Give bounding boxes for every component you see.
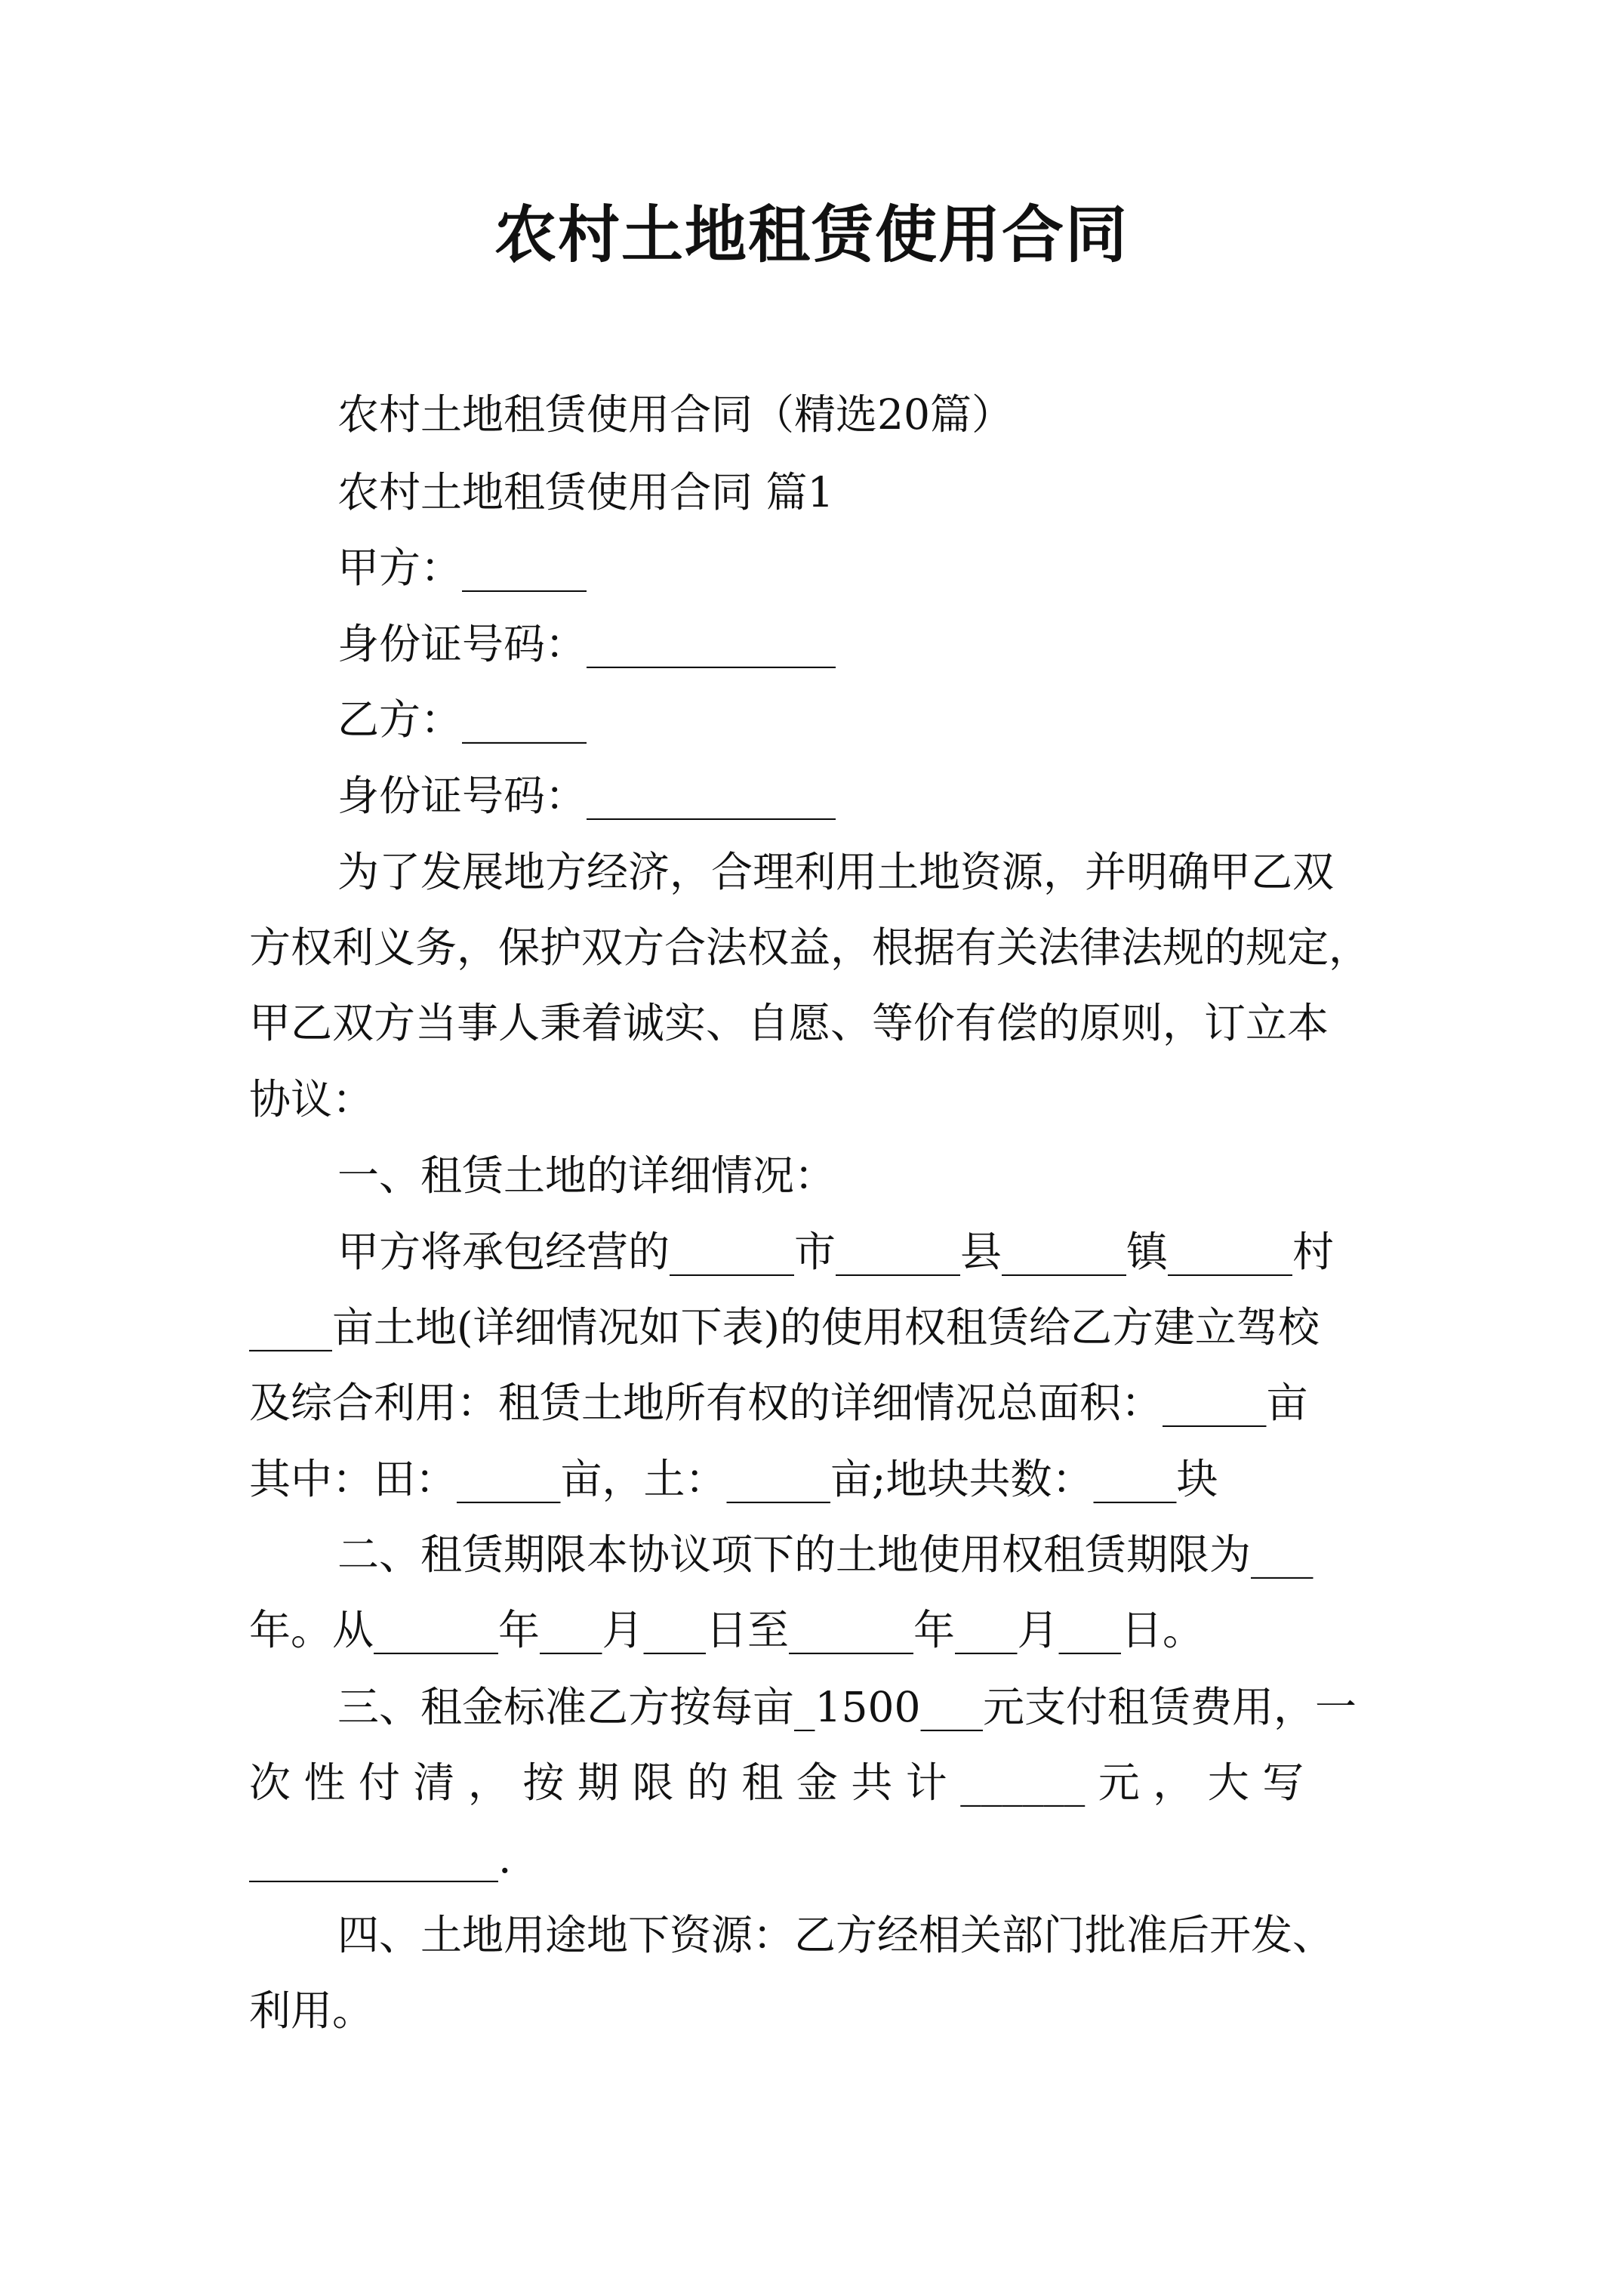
paragraph-line: 利用。 (249, 1986, 374, 2035)
subtitle-line: 农村土地租赁使用合同（精选20篇） (337, 390, 1013, 439)
party-b-id-field: 身份证号码：____________ (337, 772, 836, 820)
document-title: 农村土地租赁使用合同 (494, 199, 1129, 271)
party-a-field: 甲方：______ (337, 544, 587, 592)
party-a-id-field: 身份证号码：____________ (337, 620, 836, 668)
paragraph-line: 甲方将承包经营的______市______县______镇______村 (337, 1228, 1335, 1276)
paragraph-line: 甲乙双方当事人秉着诚实、自愿、等价有偿的原则，订立本 (249, 999, 1329, 1047)
section-heading: 农村土地租赁使用合同 篇1 (337, 468, 834, 516)
clause-heading: 三、租金标准乙方按每亩_1500___元支付租赁费用，一 (337, 1683, 1357, 1731)
paragraph-line: ____________. (249, 1834, 512, 1882)
paragraph-line: 次 性 付 清 ， 按 期 限 的 租 金 共 计 ______ 元 ， 大 写 (249, 1758, 1304, 1807)
paragraph-line: 其中：田：_____亩，土：_____亩;地块共数：____块 (249, 1455, 1218, 1503)
paragraph-line: 年。从______年___月___日至______年___月___日。 (249, 1606, 1205, 1654)
paragraph-line: 为了发展地方经济，合理利用土地资源，并明确甲乙双 (337, 848, 1335, 896)
clause-heading: 一、租赁土地的详细情况： (337, 1151, 836, 1200)
paragraph-line: 及综合利用：租赁土地所有权的详细情况总面积：_____亩 (249, 1379, 1308, 1427)
paragraph-line: ____亩土地(详细情况如下表)的使用权租赁给乙方建立驾校 (249, 1303, 1320, 1351)
paragraph-line: 协议： (249, 1075, 374, 1123)
clause-heading: 二、租赁期限本协议项下的土地使用权租赁期限为___ (337, 1530, 1313, 1579)
party-b-field: 乙方：______ (337, 695, 587, 744)
clause-heading: 四、土地用途地下资源：乙方经相关部门批准后开发、 (337, 1911, 1335, 1959)
paragraph-line: 方权利义务，保护双方合法权益，根据有关法律法规的规定， (249, 923, 1371, 972)
